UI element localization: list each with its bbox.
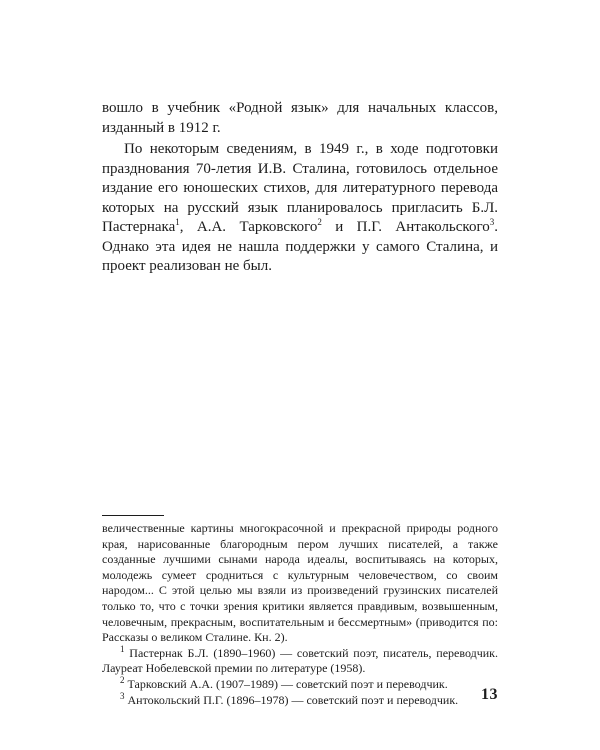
footnote-ref-1: 1	[175, 217, 180, 227]
footnotes	[102, 521, 498, 708]
footnote-ref-2: 2	[317, 217, 322, 227]
footnote-2	[102, 674, 498, 693]
paragraph-2-part-b: , А.А. Тарковского	[179, 219, 318, 235]
footnote-1	[102, 643, 498, 677]
paragraph-2	[102, 140, 498, 277]
footnote-3-text: Антокольский П.Г. (1896–1978) — советский поэт и переводчик.	[124, 692, 459, 707]
footnote-1-number: 1	[120, 643, 125, 654]
footnote-2-number: 2	[120, 674, 125, 685]
main-text	[102, 99, 498, 277]
paragraph-2-part-d: . Однако эта идея не нашла поддержки у самого Сталина, и проект реализован не был.	[102, 219, 498, 274]
footnote-3	[102, 690, 498, 709]
page-number: 13	[481, 686, 498, 703]
paragraph-1: вошло в учебник «Родной язык» для начальных классов, изданный в 1912 г.	[102, 100, 498, 136]
footnote-ref-3: 3	[489, 217, 495, 227]
footnote-3-number: 3	[120, 690, 125, 701]
footnote-continuation: величественные картины многокрасочной и прекрасной природы родного края, нарисованные благородным пером лучших писателей, а также созданные лучшими сынами народа идеалы, воспитываясь на которых, молодежь сумеет сродниться с культурным человечеством, со своим народом... С этой целью мы взяли из произведений грузинских писателей только то, что с точки зрения критики является правдивым, возвышенным, человечным, прекрасным, воспитательным и бессмертным» (приводится по: Рассказы о великом Сталине. Кн. 2).	[102, 521, 498, 645]
footnote-divider	[102, 515, 164, 516]
footnote-2-text: Тарковский А.А. (1907–1989) — советский поэт и переводчик.	[124, 676, 448, 691]
paragraph-2-part-c: и П.Г. Антакольского	[321, 219, 490, 235]
paragraph-2-part-a: По некоторым сведениям, в 1949 г., в ходе подготовки празднования 70-летия И.В. Сталина, готовилось отдельное издание его юношеских стихов, для литературного перевода которых на русский язык планировалось пригласить Б.Л. Пастернака	[102, 141, 498, 235]
footnote-1-text: Пастернак Б.Л. (1890–1960) — советский поэт, писатель, переводчик. Лауреат Нобелевской премии по литературе (1958).	[102, 645, 498, 676]
